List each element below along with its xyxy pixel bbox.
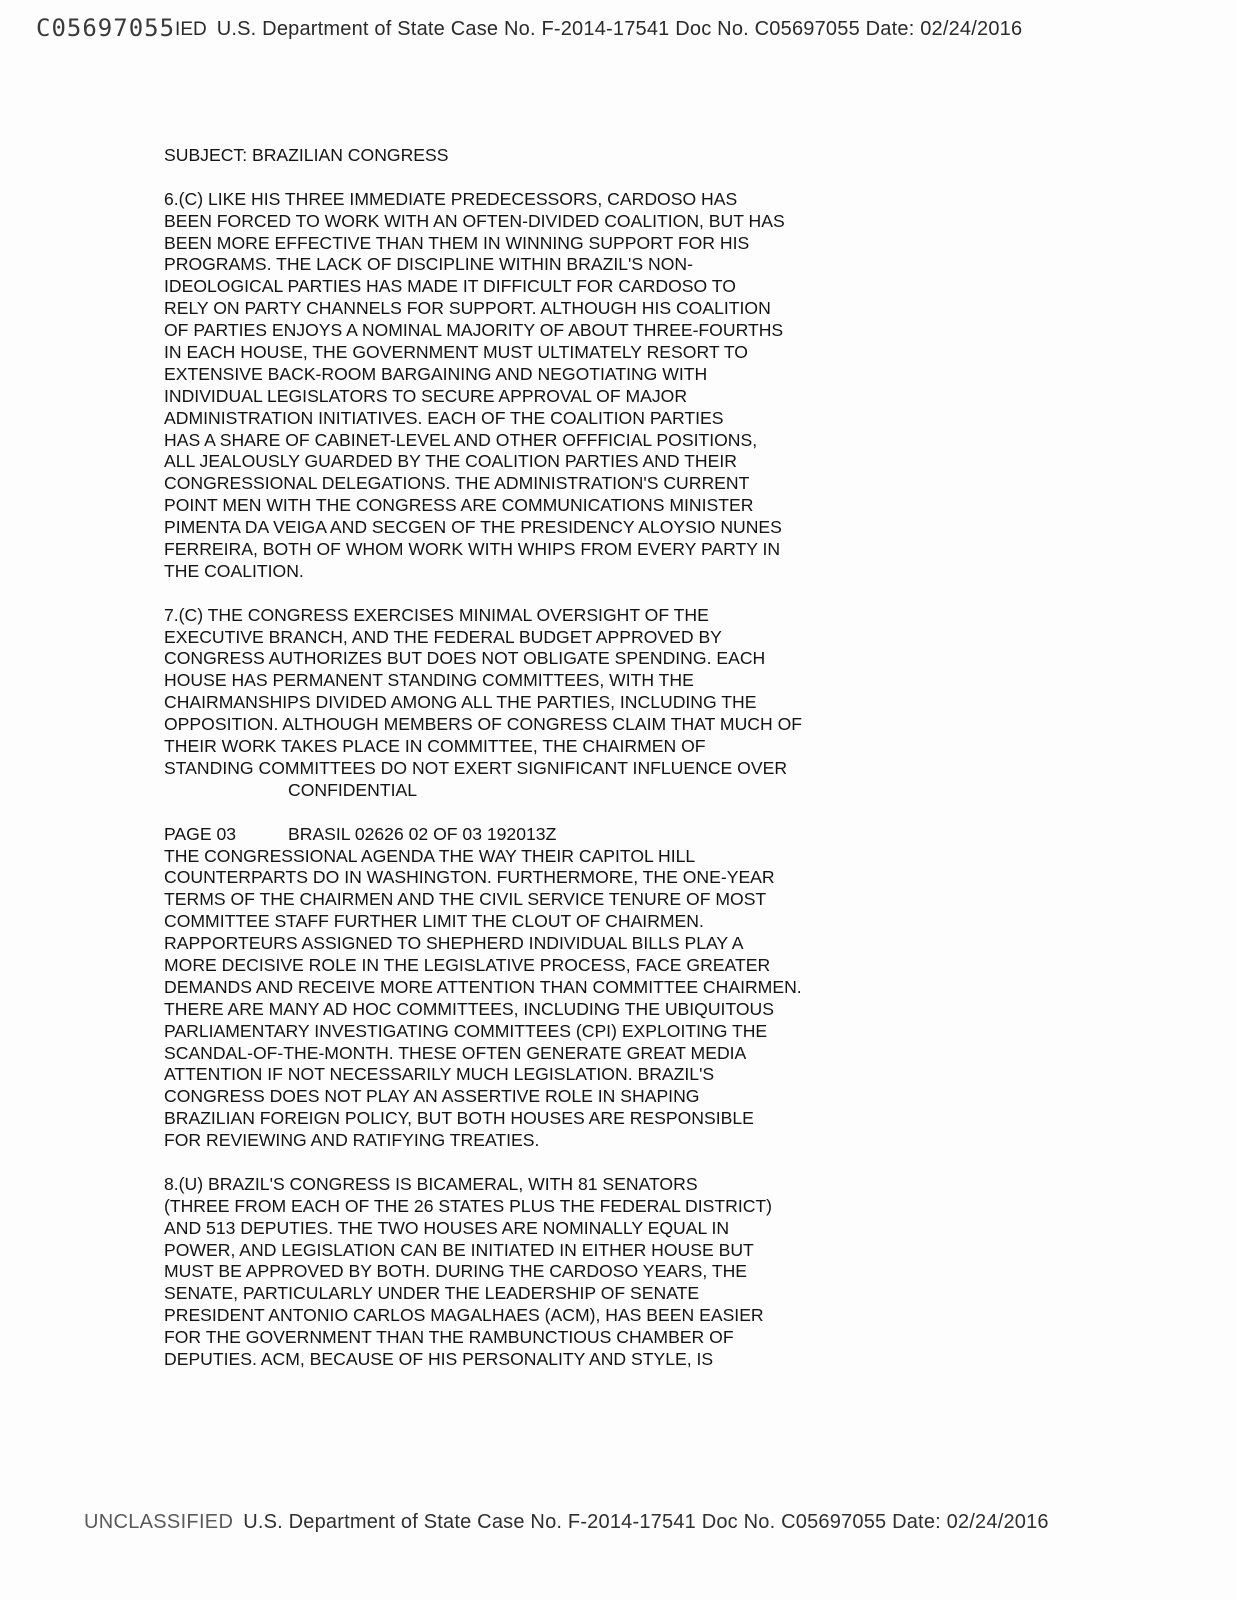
text-line: ATTENTION IF NOT NECESSARILY MUCH LEGISLATION. BRAZIL'S xyxy=(164,1064,715,1085)
text-line: RAPPORTEURS ASSIGNED TO SHEPHERD INDIVIDUAL BILLS PLAY A xyxy=(164,933,744,954)
text-line: SENATE, PARTICULARLY UNDER THE LEADERSHIP OF SENATE xyxy=(164,1283,700,1304)
text-line: POWER, AND LEGISLATION CAN BE INITIATED IN EITHER HOUSE BUT xyxy=(164,1239,754,1260)
text-line: DEPUTIES. ACM, BECAUSE OF HIS PERSONALITY AND STYLE, IS xyxy=(164,1348,714,1369)
text-line: THE CONGRESSIONAL AGENDA THE WAY THEIR CAPITOL HILL xyxy=(164,845,696,866)
paragraph-gap xyxy=(164,583,924,605)
text-line: MUST BE APPROVED BY BOTH. DURING THE CARDOSO YEARS, THE xyxy=(164,1261,748,1282)
text-line: AND 513 DEPUTIES. THE TWO HOUSES ARE NOMINALLY EQUAL IN xyxy=(164,1217,730,1238)
paragraph-gap xyxy=(164,802,924,824)
text-line: CONGRESS AUTHORIZES BUT DOES NOT OBLIGATE SPENDING. EACH xyxy=(164,648,766,669)
text-line: THE COALITION. xyxy=(164,560,304,581)
text-line: EXECUTIVE BRANCH, AND THE FEDERAL BUDGET APPROVED BY xyxy=(164,626,722,647)
text-line: COUNTERPARTS DO IN WASHINGTON. FURTHERMORE, THE ONE-YEAR xyxy=(164,867,775,888)
text-line: EXTENSIVE BACK-ROOM BARGAINING AND NEGOTIATING WITH xyxy=(164,363,708,384)
text-line: RELY ON PARTY CHANNELS FOR SUPPORT. ALTHOUGH HIS COALITION xyxy=(164,298,771,319)
text-line: BEEN MORE EFFECTIVE THAN THEM IN WINNING SUPPORT FOR HIS xyxy=(164,232,750,253)
text-line: 8.(U) BRAZIL'S CONGRESS IS BICAMERAL, WITH 81 SENATORS xyxy=(164,1173,698,1194)
subject-line: SUBJECT: BRAZILIAN CONGRESS xyxy=(164,145,449,165)
doc-number-stamp: C05697055 xyxy=(36,14,176,42)
text-line: THEIR WORK TAKES PLACE IN COMMITTEE, THE CHAIRMEN OF xyxy=(164,736,706,757)
footer-info: U.S. Department of State Case No. F-2014-17541 Doc No. C05697055 Date: 02/24/2016 xyxy=(243,1511,1049,1533)
text-line: PIMENTA DA VEIGA AND SECGEN OF THE PRESIDENCY ALOYSIO NUNES xyxy=(164,517,782,538)
text-line: MORE DECISIVE ROLE IN THE LEGISLATIVE PROCESS, FACE GREATER xyxy=(164,954,771,975)
text-line: DEMANDS AND RECEIVE MORE ATTENTION THAN COMMITTEE CHAIRMEN. xyxy=(164,976,802,997)
paragraph-7-continued xyxy=(164,846,924,1152)
text-line: INDIVIDUAL LEGISLATORS TO SECURE APPROVAL OF MAJOR xyxy=(164,385,688,406)
text-line: TERMS OF THE CHAIRMEN AND THE CIVIL SERVICE TENURE OF MOST xyxy=(164,889,767,910)
text-line: BRAZILIAN FOREIGN POLICY, BUT BOTH HOUSES ARE RESPONSIBLE xyxy=(164,1108,754,1129)
text-line: IDEOLOGICAL PARTIES HAS MADE IT DIFFICULT FOR CARDOSO TO xyxy=(164,276,736,297)
text-line: CONGRESSIONAL DELEGATIONS. THE ADMINISTRATION'S CURRENT xyxy=(164,473,750,494)
page-number: PAGE 03 xyxy=(164,823,237,844)
text-line: 6.(C) LIKE HIS THREE IMMEDIATE PREDECESSORS, CARDOSO HAS xyxy=(164,188,738,209)
text-line: PARLIAMENTARY INVESTIGATING COMMITTEES (CPI) EXPLOITING THE xyxy=(164,1020,768,1041)
text-line: HOUSE HAS PERMANENT STANDING COMMITTEES, WITH THE xyxy=(164,670,694,691)
text-line: STANDING COMMITTEES DO NOT EXERT SIGNIFICANT INFLUENCE OVER xyxy=(164,757,788,778)
paragraph-6 xyxy=(164,189,924,583)
text-line: THERE ARE MANY AD HOC COMMITTEES, INCLUDING THE UBIQUITOUS xyxy=(164,998,774,1019)
page-header xyxy=(36,14,1022,42)
confidential-marking: CONFIDENTIAL xyxy=(288,779,418,800)
page-footer xyxy=(84,1511,1049,1534)
text-line: POINT MEN WITH THE CONGRESS ARE COMMUNICATIONS MINISTER xyxy=(164,495,754,516)
text-line: IN EACH HOUSE, THE GOVERNMENT MUST ULTIMATELY RESORT TO xyxy=(164,342,748,363)
text-line: ADMINISTRATION INITIATIVES. EACH OF THE COALITION PARTIES xyxy=(164,407,724,428)
text-line: CONGRESS DOES NOT PLAY AN ASSERTIVE ROLE IN SHAPING xyxy=(164,1086,700,1107)
text-line: FOR REVIEWING AND RATIFYING TREATIES. xyxy=(164,1130,540,1151)
text-line: OPPOSITION. ALTHOUGH MEMBERS OF CONGRESS CLAIM THAT MUCH OF xyxy=(164,714,803,735)
paragraph-gap xyxy=(164,1152,924,1174)
text-line: 7.(C) THE CONGRESS EXERCISES MINIMAL OVERSIGHT OF THE xyxy=(164,604,709,625)
text-line: BEEN FORCED TO WORK WITH AN OFTEN-DIVIDED COALITION, BUT HAS xyxy=(164,210,785,231)
paragraph-gap xyxy=(164,167,924,189)
footer-classification: UNCLASSIFIED xyxy=(84,1511,234,1533)
text-line: OF PARTIES ENJOYS A NOMINAL MAJORITY OF ABOUT THREE-FOURTHS xyxy=(164,320,784,341)
header-info: U.S. Department of State Case No. F-2014-17541 Doc No. C05697055 Date: 02/24/2016 xyxy=(216,18,1023,40)
document-body xyxy=(164,145,924,1371)
text-line: PROGRAMS. THE LACK OF DISCIPLINE WITHIN BRAZIL'S NON- xyxy=(164,254,693,275)
text-line: FERREIRA, BOTH OF WHOM WORK WITH WHIPS FROM EVERY PARTY IN xyxy=(164,539,781,560)
paragraph-8 xyxy=(164,1174,924,1371)
text-line: ALL JEALOUSLY GUARDED BY THE COALITION PARTIES AND THEIR xyxy=(164,451,737,472)
text-line: CHAIRMANSHIPS DIVIDED AMONG ALL THE PARTIES, INCLUDING THE xyxy=(164,692,757,713)
text-line: SCANDAL-OF-THE-MONTH. THESE OFTEN GENERATE GREAT MEDIA xyxy=(164,1042,747,1063)
text-line: (THREE FROM EACH OF THE 26 STATES PLUS THE FEDERAL DISTRICT) xyxy=(164,1195,773,1216)
text-line: HAS A SHARE OF CABINET-LEVEL AND OTHER OFFFICIAL POSITIONS, xyxy=(164,429,758,450)
text-line: COMMITTEE STAFF FURTHER LIMIT THE CLOUT OF CHAIRMEN. xyxy=(164,911,704,932)
text-line: FOR THE GOVERNMENT THAN THE RAMBUNCTIOUS CHAMBER OF xyxy=(164,1327,734,1348)
paragraph-7 xyxy=(164,605,924,780)
text-line: PRESIDENT ANTONIO CARLOS MAGALHAES (ACM), HAS BEEN EASIER xyxy=(164,1305,764,1326)
page-marker xyxy=(164,824,924,846)
classification-fragment: IED xyxy=(175,19,207,40)
cable-reference: BRASIL 02626 02 OF 03 192013Z xyxy=(288,823,557,844)
